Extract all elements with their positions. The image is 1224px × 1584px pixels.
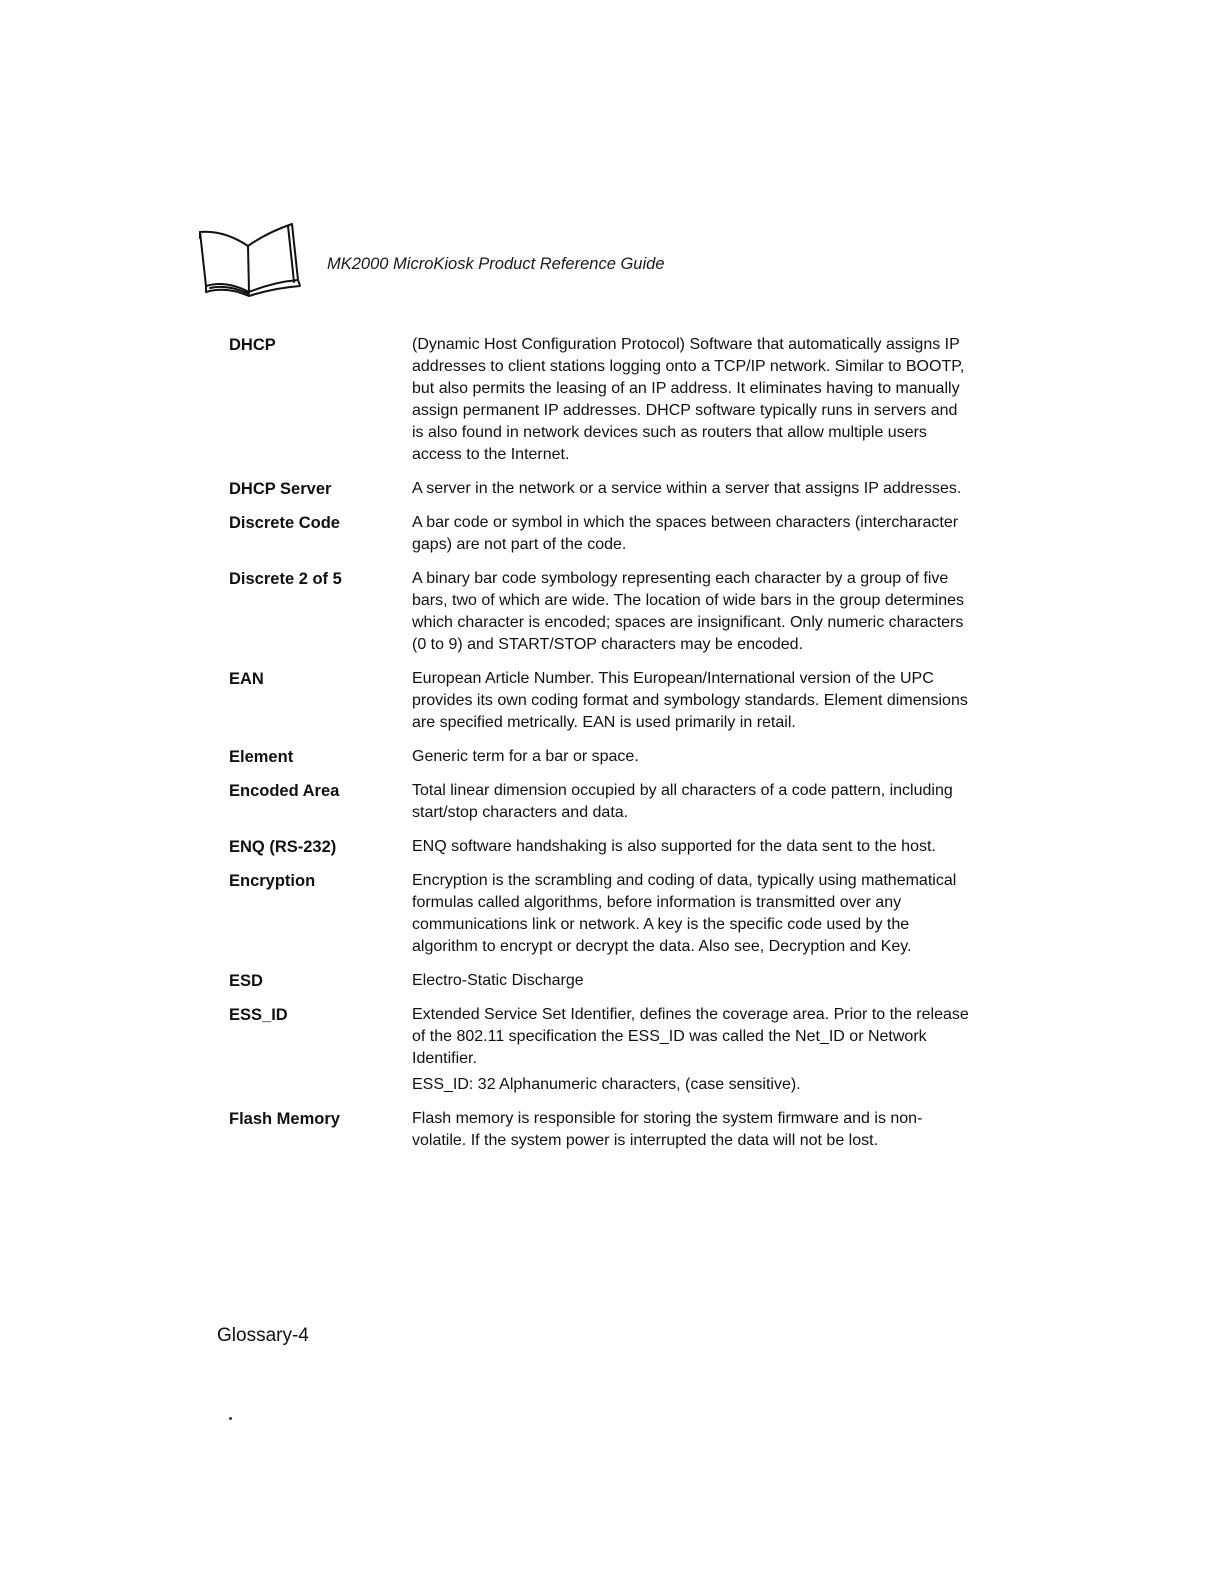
glossary-definition [412,334,969,466]
glossary-entry-enq-rs232 [229,836,969,858]
definition-paragraph: (Dynamic Host Configuration Protocol) Software that automatically assigns IP addresses to client stations logging onto a TCP/IP network. Similar to BOOTP, but also permits the leasing of an IP address. It eliminates having to manually assign permanent IP addresses. DHCP software typically runs in servers and is also found in network devices such as routers that allow multiple users access to the Internet. [412,336,965,463]
glossary-term: DHCP [229,336,276,354]
definition-paragraph: ESS_ID: 32 Alphanumeric characters, (case sensitive). [412,1076,801,1093]
glossary-definition [412,1004,969,1096]
glossary-term: Discrete Code [229,514,340,532]
definition-paragraph: Extended Service Set Identifier, defines the coverage area. Prior to the release of the 802.11 specification the ESS_ID was called the Net_ID or Network Identifier. [412,1006,969,1067]
definition-paragraph: European Article Number. This European/International version of the UPC provides its own coding format and symbology standards. Element dimensions are specified metrically. EAN is used primarily in retail. [412,670,968,731]
definition-paragraph: Flash memory is responsible for storing the system firmware and is non-volatile. If the system power is interrupted the data will not be lost. [412,1110,923,1149]
glossary-definition [412,568,969,656]
definition-paragraph: Encryption is the scrambling and coding of data, typically using mathematical formulas called algorithms, before information is transmitted over any communications link or network. A key is the specific code used by the algorithm to encrypt or decrypt the data. Also see, Decryption and Key. [412,872,957,955]
glossary-term: Discrete 2 of 5 [229,570,342,588]
definition-paragraph: A bar code or symbol in which the spaces between characters (intercharacter gaps) are not part of the code. [412,514,959,553]
running-header-title: MK2000 MicroKiosk Product Reference Guide [327,255,665,273]
definition-paragraph: A binary bar code symbology representing each character by a group of five bars, two of which are wide. The location of wide bars in the group determines which character is encoded; spaces are insignificant. Only numeric characters (0 to 9) and START/STOP characters may be encoded. [412,570,964,653]
definition-paragraph: Total linear dimension occupied by all characters of a code pattern, including start/stop characters and data. [412,782,953,821]
scan-speck [229,1417,232,1420]
glossary-term: Encoded Area [229,782,340,800]
glossary-entry-encoded-area [229,780,969,824]
glossary-list [229,334,969,1164]
glossary-entry-encryption [229,870,969,958]
glossary-entry-dhcp [229,334,969,466]
page-number: Glossary-4 [217,1325,309,1346]
glossary-definition [412,1108,969,1152]
glossary-definition [412,512,969,556]
glossary-entry-esd [229,970,969,992]
glossary-definition [412,836,969,858]
glossary-definition [412,870,969,958]
glossary-term: DHCP Server [229,480,332,498]
glossary-entry-ess-id [229,1004,969,1096]
glossary-entry-discrete-2-of-5 [229,568,969,656]
definition-paragraph: Generic term for a bar or space. [412,748,639,765]
glossary-term: ENQ (RS-232) [229,838,337,856]
glossary-term: ESD [229,972,263,990]
glossary-term: Element [229,748,294,766]
glossary-definition [412,746,969,768]
glossary-definition [412,668,969,734]
glossary-definition [412,780,969,824]
glossary-entry-discrete-code [229,512,969,556]
definition-paragraph: ENQ software handshaking is also supported for the data sent to the host. [412,838,936,855]
glossary-entry-dhcp-server [229,478,969,500]
glossary-term: Flash Memory [229,1110,340,1128]
glossary-definition [412,478,969,500]
glossary-entry-flash-memory [229,1108,969,1152]
glossary-definition [412,970,969,992]
glossary-term: EAN [229,670,264,688]
glossary-entry-element [229,746,969,768]
glossary-term: Encryption [229,872,316,890]
glossary-term: ESS_ID [229,1006,288,1024]
glossary-entry-ean [229,668,969,734]
definition-paragraph: Electro-Static Discharge [412,972,584,989]
definition-paragraph: A server in the network or a service within a server that assigns IP addresses. [412,480,962,497]
open-book-icon [196,222,304,298]
